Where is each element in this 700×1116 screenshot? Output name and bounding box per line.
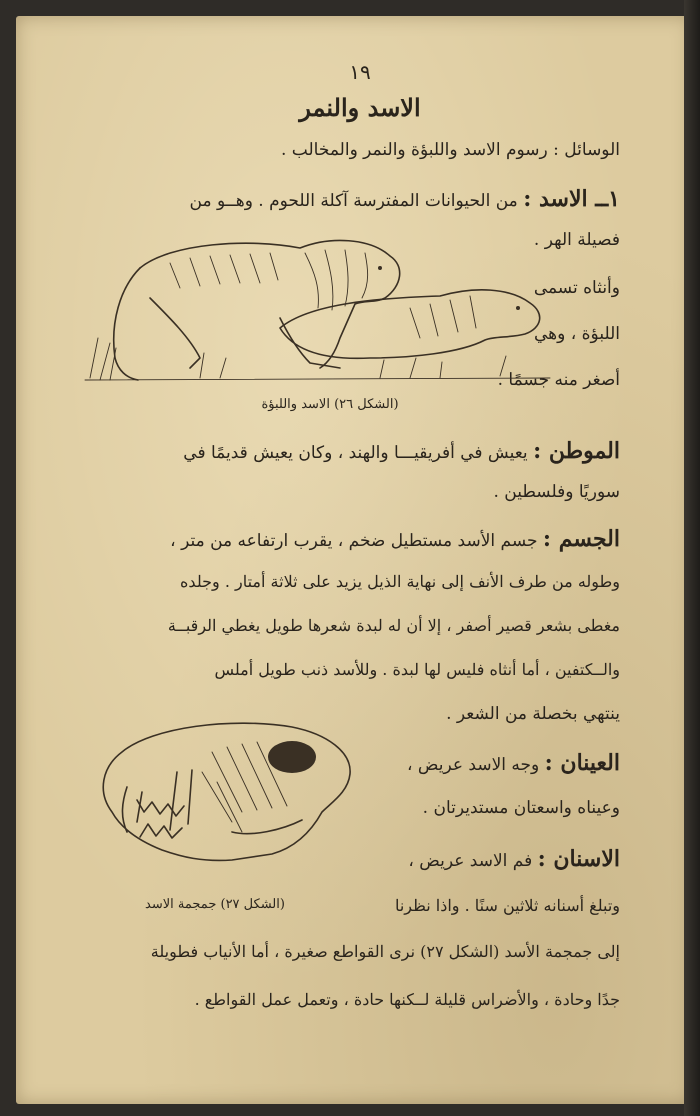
body-text-1: جسم الأسد مستطيل ضخم ، يقرب ارتفاعه من متر ، <box>170 531 538 551</box>
lion-shading <box>170 253 278 288</box>
skull-outline <box>103 723 350 860</box>
skull-cheek <box>232 820 302 834</box>
lion-skull-illustration <box>82 712 357 887</box>
lion-hind-leg <box>150 298 200 368</box>
eyes-text-1: وجه الاسد عريض ، <box>407 755 540 775</box>
body-heading: الجسم : <box>542 526 620 552</box>
page-edge <box>684 0 700 1116</box>
teeth-text-1: فم الاسد عريض ، <box>408 851 533 871</box>
lion-back-outline <box>140 240 400 368</box>
skull-jaw <box>122 787 142 832</box>
homeland-line-1 <box>183 440 620 462</box>
tools-line: الوسائل : رسوم الاسد واللبؤة والنمر والمخالب . <box>281 140 620 160</box>
homeland-text-2: سوريًا وفلسطين . <box>493 482 620 502</box>
lioness-outline <box>280 290 540 359</box>
eyes-line-1 <box>407 752 620 774</box>
page-title: الاسد والنمر <box>299 93 421 122</box>
body-text-4: والــكتفين ، أما أنثاه فليس لها لبدة . وللأسد ذنب طويل أملس <box>214 660 620 679</box>
lion-lioness-illustration <box>80 228 560 388</box>
body-line-1 <box>170 528 620 550</box>
homeland-heading: الموطن : <box>533 438 620 464</box>
skull-teeth-lower <box>140 824 182 838</box>
page-number: ١٩ <box>349 60 371 84</box>
grass <box>90 338 506 380</box>
lion-text-3: وأنثاه تسمى <box>533 278 620 298</box>
paper-sheet <box>16 16 691 1104</box>
lion-text-1: من الحيوانات المفترسة آكلة اللحوم . وهــو من <box>189 191 518 211</box>
skull-eye-socket <box>268 741 316 773</box>
figure-26-caption: (الشكل ٢٦) الاسد واللبؤة <box>261 397 399 412</box>
figure-27-caption: (الشكل ٢٧) جمجمة الاسد <box>145 897 285 912</box>
teeth-line-1 <box>408 848 620 870</box>
lion-eye <box>378 266 382 270</box>
teeth-heading: الاسنان : <box>537 846 620 872</box>
skull-teeth-upper <box>137 800 184 816</box>
body-text-2: وطوله من طرف الأنف إلى نهاية الذيل يزيد على ثلاثة أمتار . وجلده <box>180 572 620 591</box>
body-text-5: ينتهي بخصلة من الشعر . <box>446 704 620 724</box>
homeland-text-1: يعيش في أفريقيـــا والهند ، وكان يعيش قديمًا في <box>183 443 528 463</box>
lion-text-4: اللبؤة ، وهي <box>534 324 620 344</box>
lion-text-5: أصغر منه جسمًا . <box>497 370 620 390</box>
lion-mane <box>305 250 368 310</box>
lion-text-2: فصيلة الهر . <box>533 230 620 250</box>
teeth-text-4: جدًا وحادة ، والأضراس قليلة لــكنها حادة ، وتعمل عمل القواطع . <box>194 990 620 1009</box>
lion-front-leg <box>280 318 340 368</box>
ground-line <box>85 378 550 380</box>
lioness-shading <box>410 296 476 338</box>
teeth-text-2: وتبلغ أسنانه ثلاثين سنًا . واذا نظرنا <box>394 896 620 915</box>
skull-fangs <box>170 770 192 830</box>
lioness-eye <box>516 306 520 310</box>
lion-tail <box>114 268 140 380</box>
lion-paragraph-line-1 <box>190 188 620 210</box>
lion-heading: ١ــ الاسد : <box>523 186 620 212</box>
eyes-heading: العينان : <box>544 750 620 776</box>
teeth-text-3: إلى جمجمة الأسد (الشكل ٢٧) نرى القواطع صغيرة ، أما الأنياب فطويلة <box>150 942 620 961</box>
eyes-text-2: وعيناه واسعتان مستديرتان . <box>422 798 620 818</box>
body-text-3: مغطى بشعر قصير أصفر ، إلا أن له لبدة شعرها طويل يغطي الرقبــة <box>167 616 620 635</box>
